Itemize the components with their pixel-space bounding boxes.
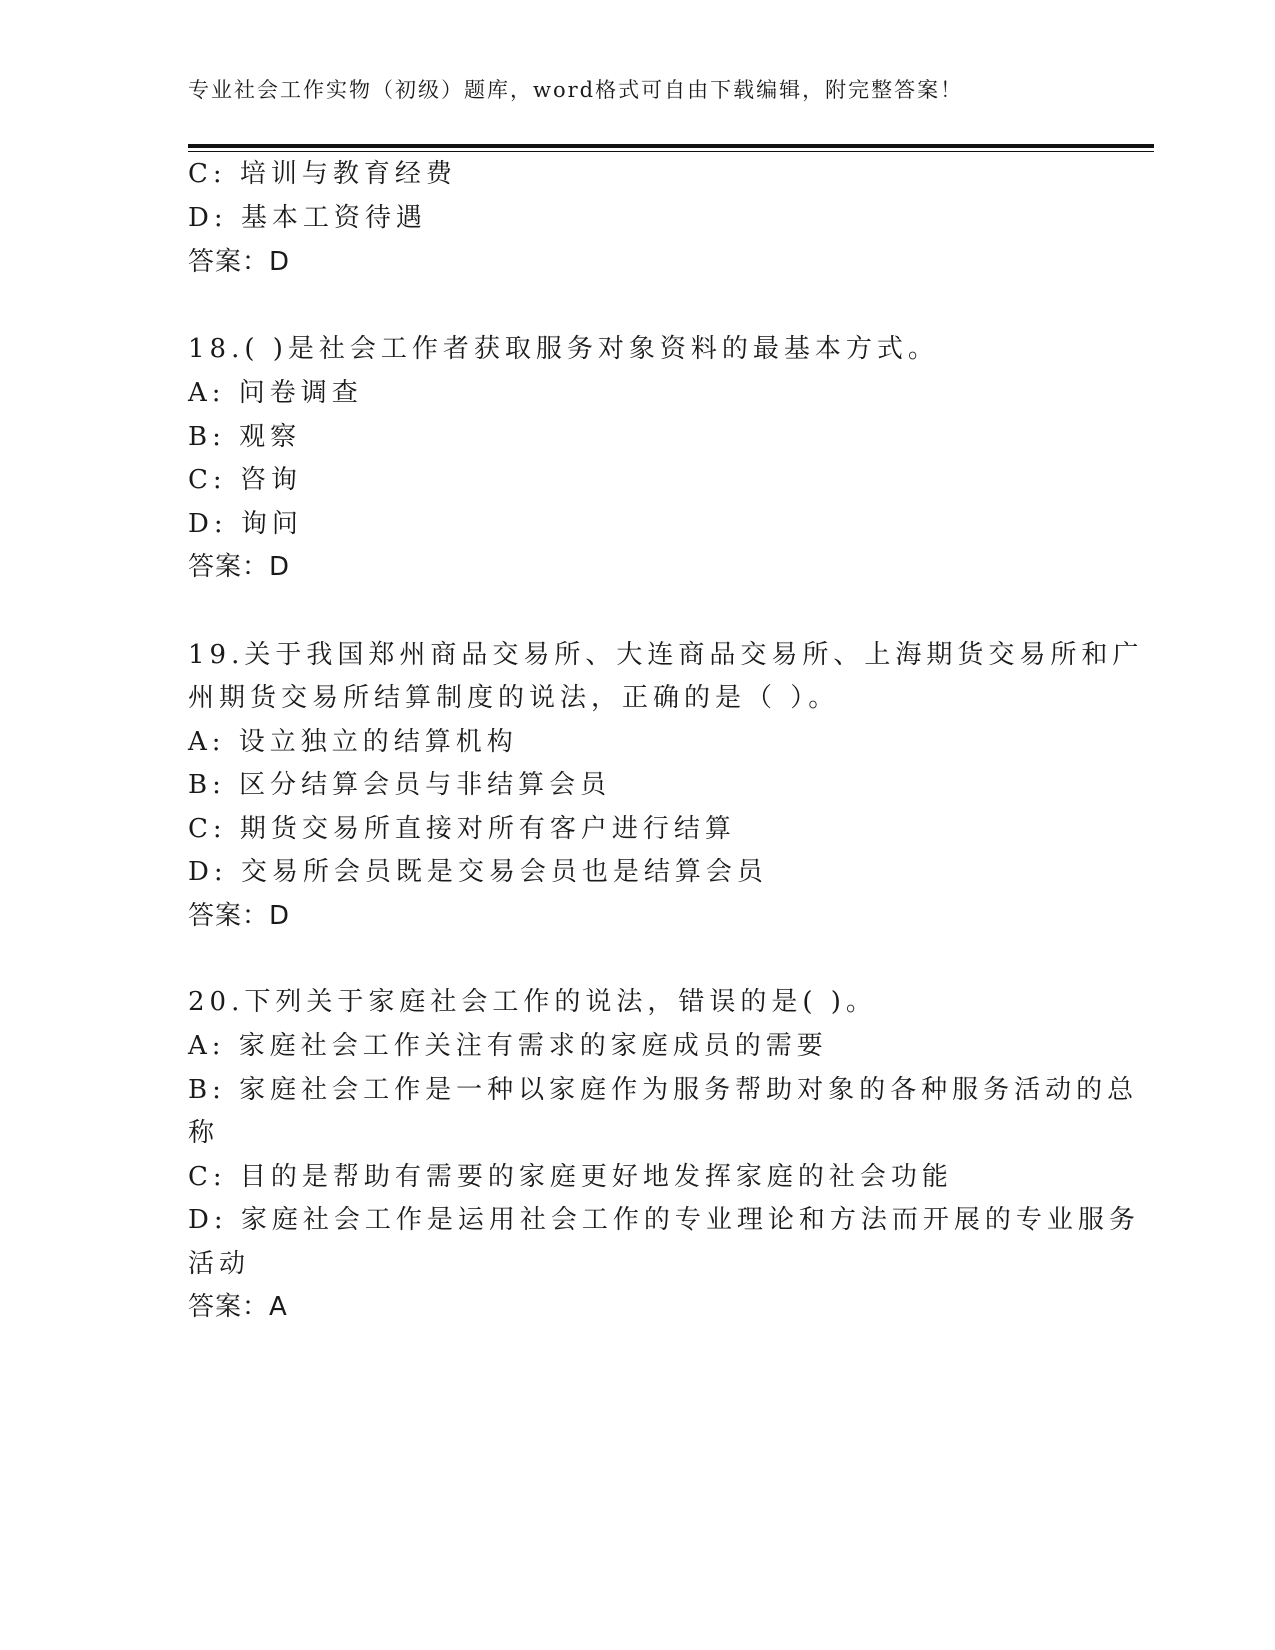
- q20-stem: 20.下列关于家庭社会工作的说法，错误的是( )。: [188, 987, 877, 1017]
- q20-option-a: A: 家庭社会工作关注有需求的家庭成员的需要: [188, 1031, 828, 1061]
- q19-option-a: A: 设立独立的结算机构: [188, 727, 518, 757]
- q18-stem: 18.( )是社会工作者获取服务对象资料的最基本方式。: [188, 334, 939, 364]
- q19-stem-line1: 19.关于我国郑州商品交易所、大连商品交易所、上海期货交易所和广: [188, 640, 1144, 670]
- q17-option-c: C: 培训与教育经费: [188, 159, 457, 189]
- q19-option-d: D: 交易所会员既是交易会员也是结算会员: [188, 857, 768, 887]
- q20-option-c: C: 目的是帮助有需要的家庭更好地发挥家庭的社会功能: [188, 1162, 953, 1192]
- page-header: 专业社会工作实物（初级）题库，word格式可自由下载编辑，附完整答案！: [188, 78, 964, 102]
- q19-answer: 答案：D: [188, 901, 291, 931]
- q18-option-d: D: 询问: [188, 509, 303, 539]
- q18-option-b: B: 观察: [188, 422, 302, 452]
- q17-answer: 答案：D: [188, 247, 291, 277]
- q20-option-b-line1: B: 家庭社会工作是一种以家庭作为服务帮助对象的各种服务活动的总: [188, 1075, 1139, 1105]
- q19-option-b: B: 区分结算会员与非结算会员: [188, 770, 612, 800]
- q20-option-b-line2: 称: [188, 1118, 220, 1148]
- q19-option-c: C: 期货交易所直接对所有客户进行结算: [188, 814, 736, 844]
- q19-stem-line2: 州期货交易所结算制度的说法，正确的是（ ）。: [188, 683, 840, 713]
- q18-option-c: C: 咨询: [188, 465, 302, 495]
- q18-option-a: A: 问卷调查: [188, 378, 363, 408]
- q20-answer: 答案：A: [188, 1292, 288, 1322]
- header-rule-thin: [188, 151, 1154, 152]
- q18-answer: 答案：D: [188, 552, 291, 582]
- q20-option-d-line1: D: 家庭社会工作是运用社会工作的专业理论和方法而开展的专业服务: [188, 1205, 1140, 1235]
- q20-option-d-line2: 活动: [188, 1249, 251, 1279]
- header-rule-thick: [188, 144, 1154, 148]
- q17-option-d: D: 基本工资待遇: [188, 203, 427, 233]
